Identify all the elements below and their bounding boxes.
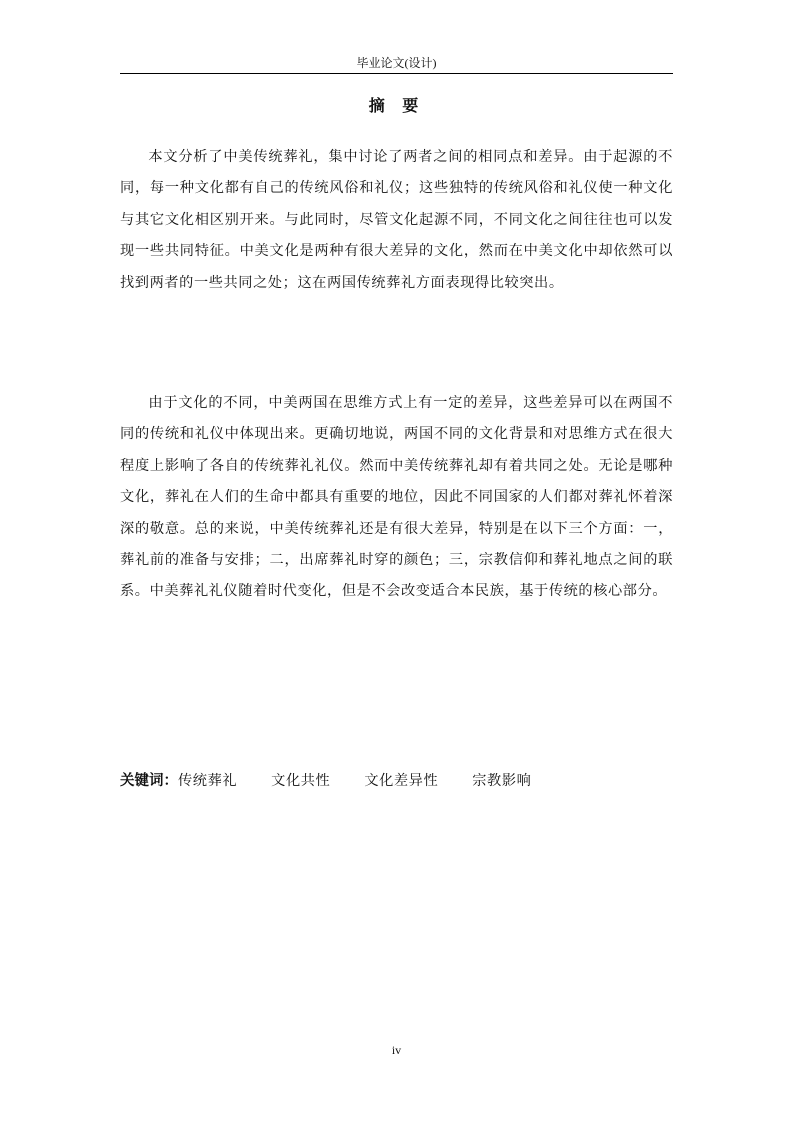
abstract-paragraph-2: 由于文化的不同，中美两国在思维方式上有一定的差异，这些差异可以在两国不同的传统和礼仪中体现出来。更确切地说，两国不同的文化背景和对思维方式在很大程度上影响了各自的传统葬礼礼仪。然而中美传统葬礼却有着共同之处。无论是哪种文化，葬礼在人们的生命中都具有重要的地位，因此不同国家的人们都对葬礼怀着深深的敬意。总的来说，中美传统葬礼还是有很大差异，特别是在以下三个方面：一，葬礼前的准备与安排；二，出席葬礼时穿的颜色；三，宗教信仰和葬礼地点之间的联系。中美葬礼礼仪随着时代变化，但是不会改变适合本民族，基于传统的核心部分。 [120, 395, 673, 600]
running-header: 毕业论文(设计) [356, 56, 437, 70]
page-number: iv [391, 1043, 402, 1057]
abstract-paragraph-1: 本文分析了中美传统葬礼，集中讨论了两者之间的相同点和差异。由于起源的不同，每一种文化都有自己的传统风俗和礼仪；这些独特的传统风俗和礼仪使一种文化与其它文化相区别开来。与此同时，尽管文化起源不同，不同文化之间往往也可以发现一些共同特征。中美文化是两种有很大差异的文化，然而在中美文化中却依然可以找到两者的一些共同之处；这在两国传统葬礼方面表现得比较突出。 [120, 149, 673, 291]
keywords-line [120, 770, 673, 792]
keywords-label: 关键词： [120, 773, 178, 789]
keyword-item: 文化共性 [271, 773, 331, 789]
keyword-item: 宗教影响 [472, 773, 532, 789]
keyword-item: 文化差异性 [364, 773, 439, 789]
abstract-title: 摘 要 [368, 96, 425, 115]
keyword-item: 传统葬礼 [178, 773, 238, 789]
header-divider [120, 73, 673, 74]
